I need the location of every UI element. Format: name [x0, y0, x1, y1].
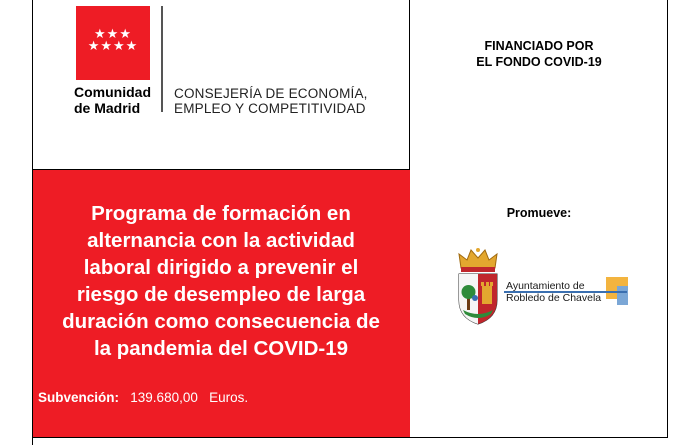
financiado-label: FINANCIADO POR EL FONDO COVID-19	[476, 39, 602, 69]
program-title: Programa de formación en alternancia con la actividad laboral dirigido a prevenir el riesgo de desempleo de larga duración como consecuencia de la pandemia del COVID-19	[62, 202, 380, 360]
ayto-logo-blue-square	[617, 286, 628, 305]
subvencion-unit: Euros.	[209, 390, 249, 405]
promueve-label: Promueve:	[506, 206, 572, 220]
subvencion-label: Subvención:	[38, 390, 120, 405]
stars-icon: ★★★ ★★★★	[87, 26, 139, 53]
ayuntamiento-name: Ayuntamiento de Robledo de Chavela	[506, 280, 602, 304]
subvencion-line	[38, 390, 248, 405]
subvencion-amount: 139.680,00	[130, 390, 198, 405]
logo-name: Comunidad de Madrid	[74, 84, 151, 116]
consejeria-label: CONSEJERÍA DE ECONOMÍA, EMPLEO Y COMPETITIVIDAD	[174, 86, 368, 116]
logo-divider	[161, 6, 163, 112]
border-bottom	[32, 437, 668, 438]
coat-of-arms-icon	[455, 248, 501, 326]
